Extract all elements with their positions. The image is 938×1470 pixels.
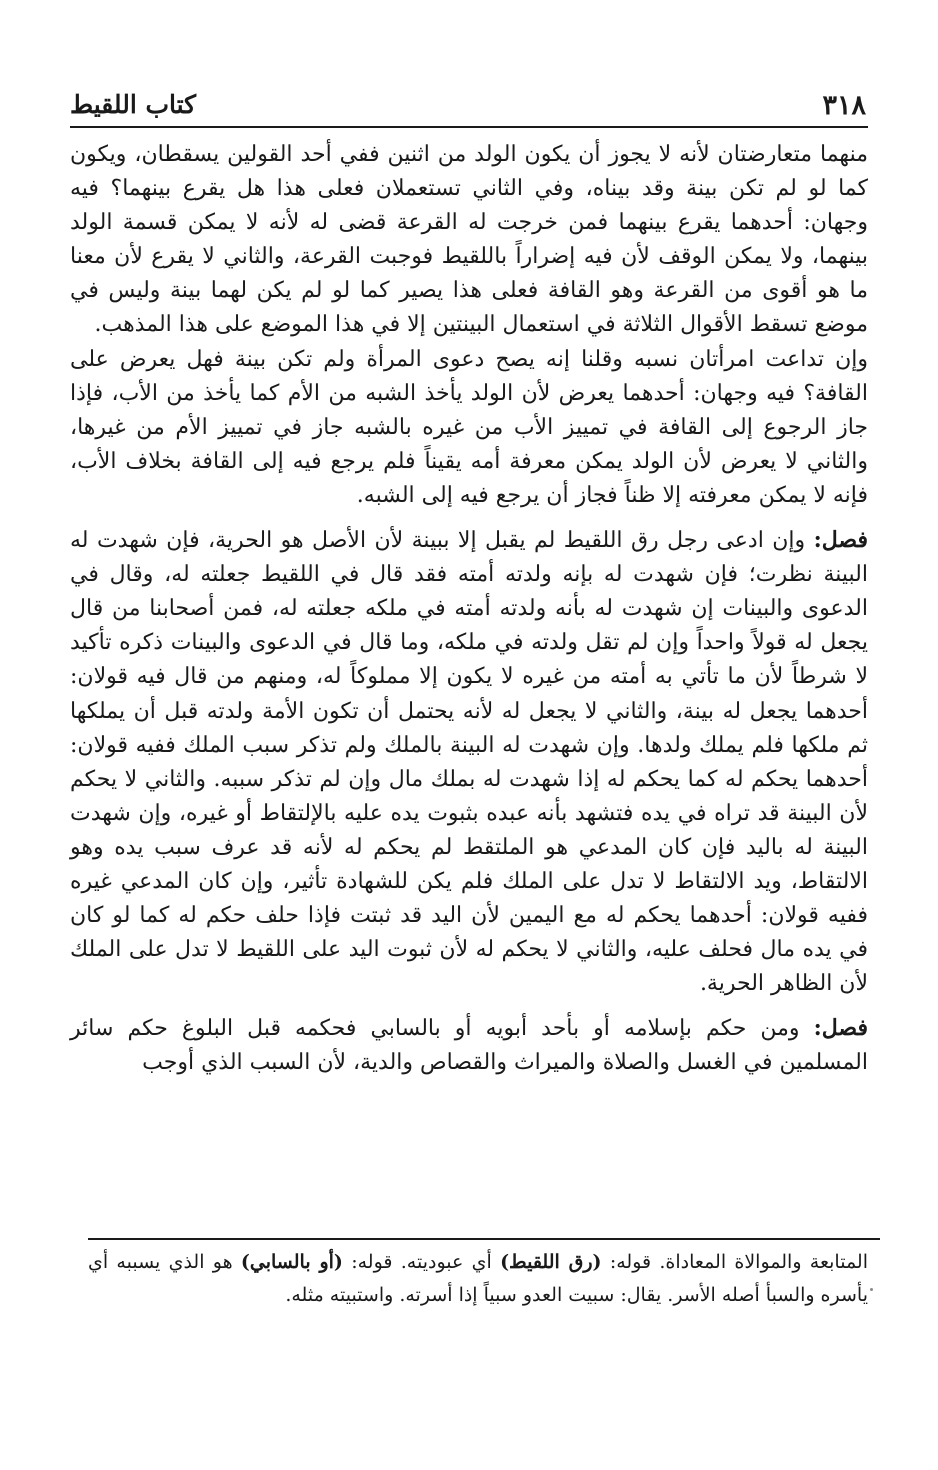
fasl-text-1: وإن ادعى رجل رق اللقيط لم يقبل إلا ببينة لأن الأصل هو الحرية، فإن شهدت له البينة نظرت؛ فإن شهدت له بإنه ولدته أمته فقد قال في اللقيط جعلته له، وقال في الدعوى والبينات إن شهدت له بأنه ولدته أمته في ملكه جعلته له، فمن أصحابنا من قال يجعل له قولاً واحداً وإن لم تقل ولدته في ملكه، وما قال في الدعوى والبينات ذكره تأكيد لا شرطاً لأن ما تأتي به أمته من غيره لا يكون إلا مملوكاً له، ومنهم من قال فيه قولان: أحدهما يجعل له بينة، والثاني لا يجعل له لأنه يحتمل أن تكون الأمة ولدته قبل أن يملكها ثم ملكها فلم يملك ولدها. وإن شهدت له البينة بالملك ولم تذكر سبب الملك ففيه قولان: أحدهما يحكم له كما يحكم له إذا شهدت له بملك مال وإن لم تذكر سببه. والثاني لا يحكم لأن البينة قد تراه في يده فتشهد بأنه عبده بثبوت يده عليه بالإلتقاط أو غيره، وإن شهدت البينة له باليد فإن كان المدعي هو الملتقط لم يحكم له لأنه قد عرف سبب يده وهو الالتقاط، ويد الالتقاط لا تدل على الملك فلم يكن للشهادة تأثير، وإن كان المدعي غيره ففيه قولان: أحدهما يحكم له مع اليمين لأن اليد قد ثبتت فإذا حلف حكم له كما لو كان في يده مال فحلف عليه، والثاني لا يحكم له لأن ثبوت اليد على اللقيط لا تدل على الملك لأن الظاهر الحرية.	[70, 528, 868, 997]
footnote	[88, 1246, 868, 1312]
footnote-divider	[88, 1238, 880, 1240]
fasl-heading-1: فصل:	[813, 527, 868, 554]
footnote-term-1: (رق اللقيط)	[500, 1251, 602, 1273]
fasl-heading-2: فصل:	[813, 1015, 868, 1042]
fasl-text-2: ومن حكم بإسلامه أو بأحد أبويه أو بالسابي فحكمه قبل البلوغ حكم سائر المسلمين في الغسل والصلاة والميراث والقصاص والدية، لأن السبب الذي أوجب	[70, 1016, 868, 1076]
main-text	[70, 138, 868, 1081]
scan-speck	[870, 1288, 873, 1291]
footnote-part-2: أي عبوديته. قوله:	[351, 1251, 492, 1273]
running-title: كتاب اللقيط	[70, 90, 197, 119]
paragraph-fasl-2	[70, 1011, 868, 1080]
paragraph-fasl-1	[70, 523, 868, 1001]
header-divider	[70, 126, 868, 128]
paragraph-1: منهما متعارضتان لأنه لا يجوز أن يكون الولد من اثنين ففي أحد القولين يسقطان، ويكون كما لو لم تكن بينة وقد بيناه، وفي الثاني تستعملان فعلى هذا هل يقرع بينهما؟ فيه وجهان: أحدهما يقرع بينهما فمن خرجت له القرعة قضى له لأنه لا يمكن قسمة الولد بينهما، ولا يمكن الوقف لأن فيه إضراراً باللقيط فوجبت القرعة، والثاني لا يقرع لأن معنا ما هو أقوى من القرعة وهو القافة فعلى هذا يصير كما لو لم يكن لهما بينة وليس في موضع تسقط الأقوال الثلاثة في استعمال البينتين إلا في هذا الموضع على هذا المذهب.	[70, 142, 868, 338]
footnote-term-2: (أو بالسابي)	[240, 1251, 343, 1273]
paragraph-2: وإن تداعت امرأتان نسبه وقلنا إنه يصح دعوى المرأة ولم تكن بينة فهل يعرض على القافة؟ فيه وجهان: أحدهما يعرض لأن الولد يأخذ الشبه من الأم كما يأخذ من الأب، فإذا جاز الرجوع إلى القافة في تمييز الأب من غيره بالشبه جاز في تمييز الأم من غيرها، والثاني لا يعرض لأن الولد يمكن معرفة أمه يقيناً فلم يرجع فيه إلى القافة بخلاف الأب، فإنه لا يمكن معرفته إلا ظناً فجاز أن يرجع فيه إلى الشبه.	[70, 346, 868, 508]
footnote-part-3: هو الذي يسببه أي يأسره والسبأ أصله الأسر. يقال: سبيت العدو سبياً إذا أسرته. واستبيته مثله.	[88, 1251, 868, 1306]
page-number: ٣١٨	[822, 90, 866, 121]
footnote-part-1: المتابعة والموالاة المعاداة. قوله:	[609, 1251, 868, 1273]
page-header	[70, 84, 866, 124]
